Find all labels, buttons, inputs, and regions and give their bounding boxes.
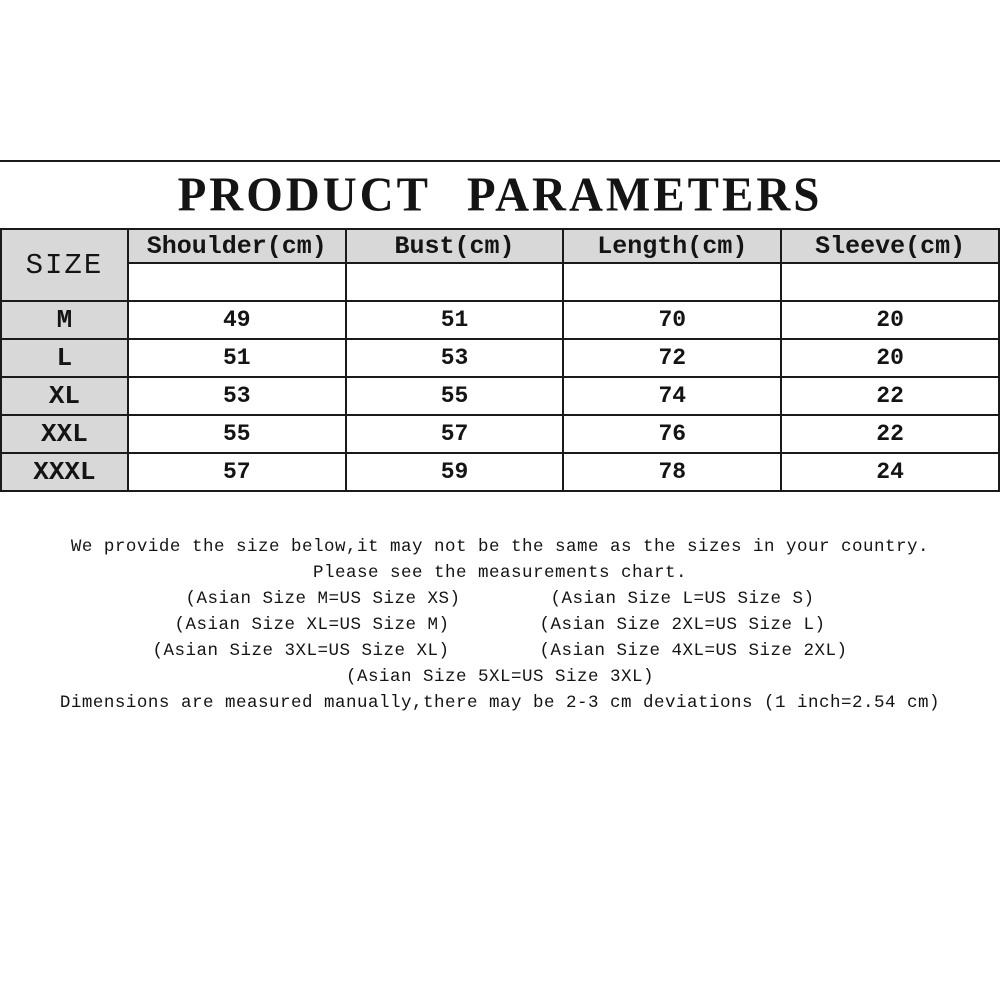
size-label: XXXL	[1, 453, 128, 491]
length-value: 76	[563, 415, 781, 453]
empty-cell	[563, 263, 781, 301]
length-value: 78	[563, 453, 781, 491]
table-row	[1, 377, 999, 415]
length-value: 70	[563, 301, 781, 339]
empty-cell	[128, 263, 346, 301]
note-country-disclaimer: We provide the size below,it may not be the same as the sizes in your country.	[70, 537, 930, 557]
note-size-2xl-l: (Asian Size 2XL=US Size L)	[539, 615, 826, 635]
note-size-m-xs: (Asian Size M=US Size XS)	[185, 589, 461, 609]
table-row	[1, 415, 999, 453]
note-see-chart: Please see the measurements chart.	[312, 563, 688, 583]
table-header-row	[1, 229, 999, 263]
bust-value: 55	[346, 377, 564, 415]
shoulder-value: 55	[128, 415, 346, 453]
note-size-equivalence-row	[0, 638, 1000, 664]
table-subheader-empty-row	[1, 263, 999, 301]
note-size-xl-m: (Asian Size XL=US Size M)	[174, 615, 450, 635]
shoulder-value: 57	[128, 453, 346, 491]
note-size-equivalence-row	[0, 612, 1000, 638]
shoulder-value: 53	[128, 377, 346, 415]
page-title: PRODUCT PARAMETERS	[177, 168, 823, 223]
size-label: XL	[1, 377, 128, 415]
note-size-4xl-2xl: (Asian Size 4XL=US Size 2XL)	[539, 641, 848, 661]
bust-value: 57	[346, 415, 564, 453]
note-size-5xl-3xl: (Asian Size 5XL=US Size 3XL)	[345, 667, 655, 687]
sleeve-value: 24	[781, 453, 999, 491]
length-value: 74	[563, 377, 781, 415]
shoulder-value: 51	[128, 339, 346, 377]
size-label: L	[1, 339, 128, 377]
size-corner-header: SIZE	[1, 229, 128, 301]
note-size-l-s: (Asian Size L=US Size S)	[550, 589, 815, 609]
bust-value: 59	[346, 453, 564, 491]
size-label: M	[1, 301, 128, 339]
size-table	[0, 228, 1000, 492]
note-size-3xl-xl: (Asian Size 3XL=US Size XL)	[152, 641, 450, 661]
size-label: XXL	[1, 415, 128, 453]
sleeve-value: 22	[781, 377, 999, 415]
title-divider-line	[0, 160, 1000, 162]
size-notes	[0, 534, 1000, 716]
sleeve-value: 22	[781, 415, 999, 453]
shoulder-value: 49	[128, 301, 346, 339]
sleeve-value: 20	[781, 301, 999, 339]
table-row	[1, 339, 999, 377]
bust-value: 53	[346, 339, 564, 377]
length-value: 72	[563, 339, 781, 377]
sleeve-value: 20	[781, 339, 999, 377]
empty-cell	[346, 263, 564, 301]
bust-value: 51	[346, 301, 564, 339]
note-deviation-disclaimer: Dimensions are measured manually,there may be 2-3 cm deviations (1 inch=2.54 cm)	[59, 693, 941, 713]
note-size-equivalence-row	[0, 586, 1000, 612]
table-row	[1, 453, 999, 491]
column-header-shoulder: Shoulder(cm)	[128, 229, 346, 263]
column-header-length: Length(cm)	[563, 229, 781, 263]
empty-cell	[781, 263, 999, 301]
table-row	[1, 301, 999, 339]
column-header-sleeve: Sleeve(cm)	[781, 229, 999, 263]
column-header-bust: Bust(cm)	[346, 229, 564, 263]
